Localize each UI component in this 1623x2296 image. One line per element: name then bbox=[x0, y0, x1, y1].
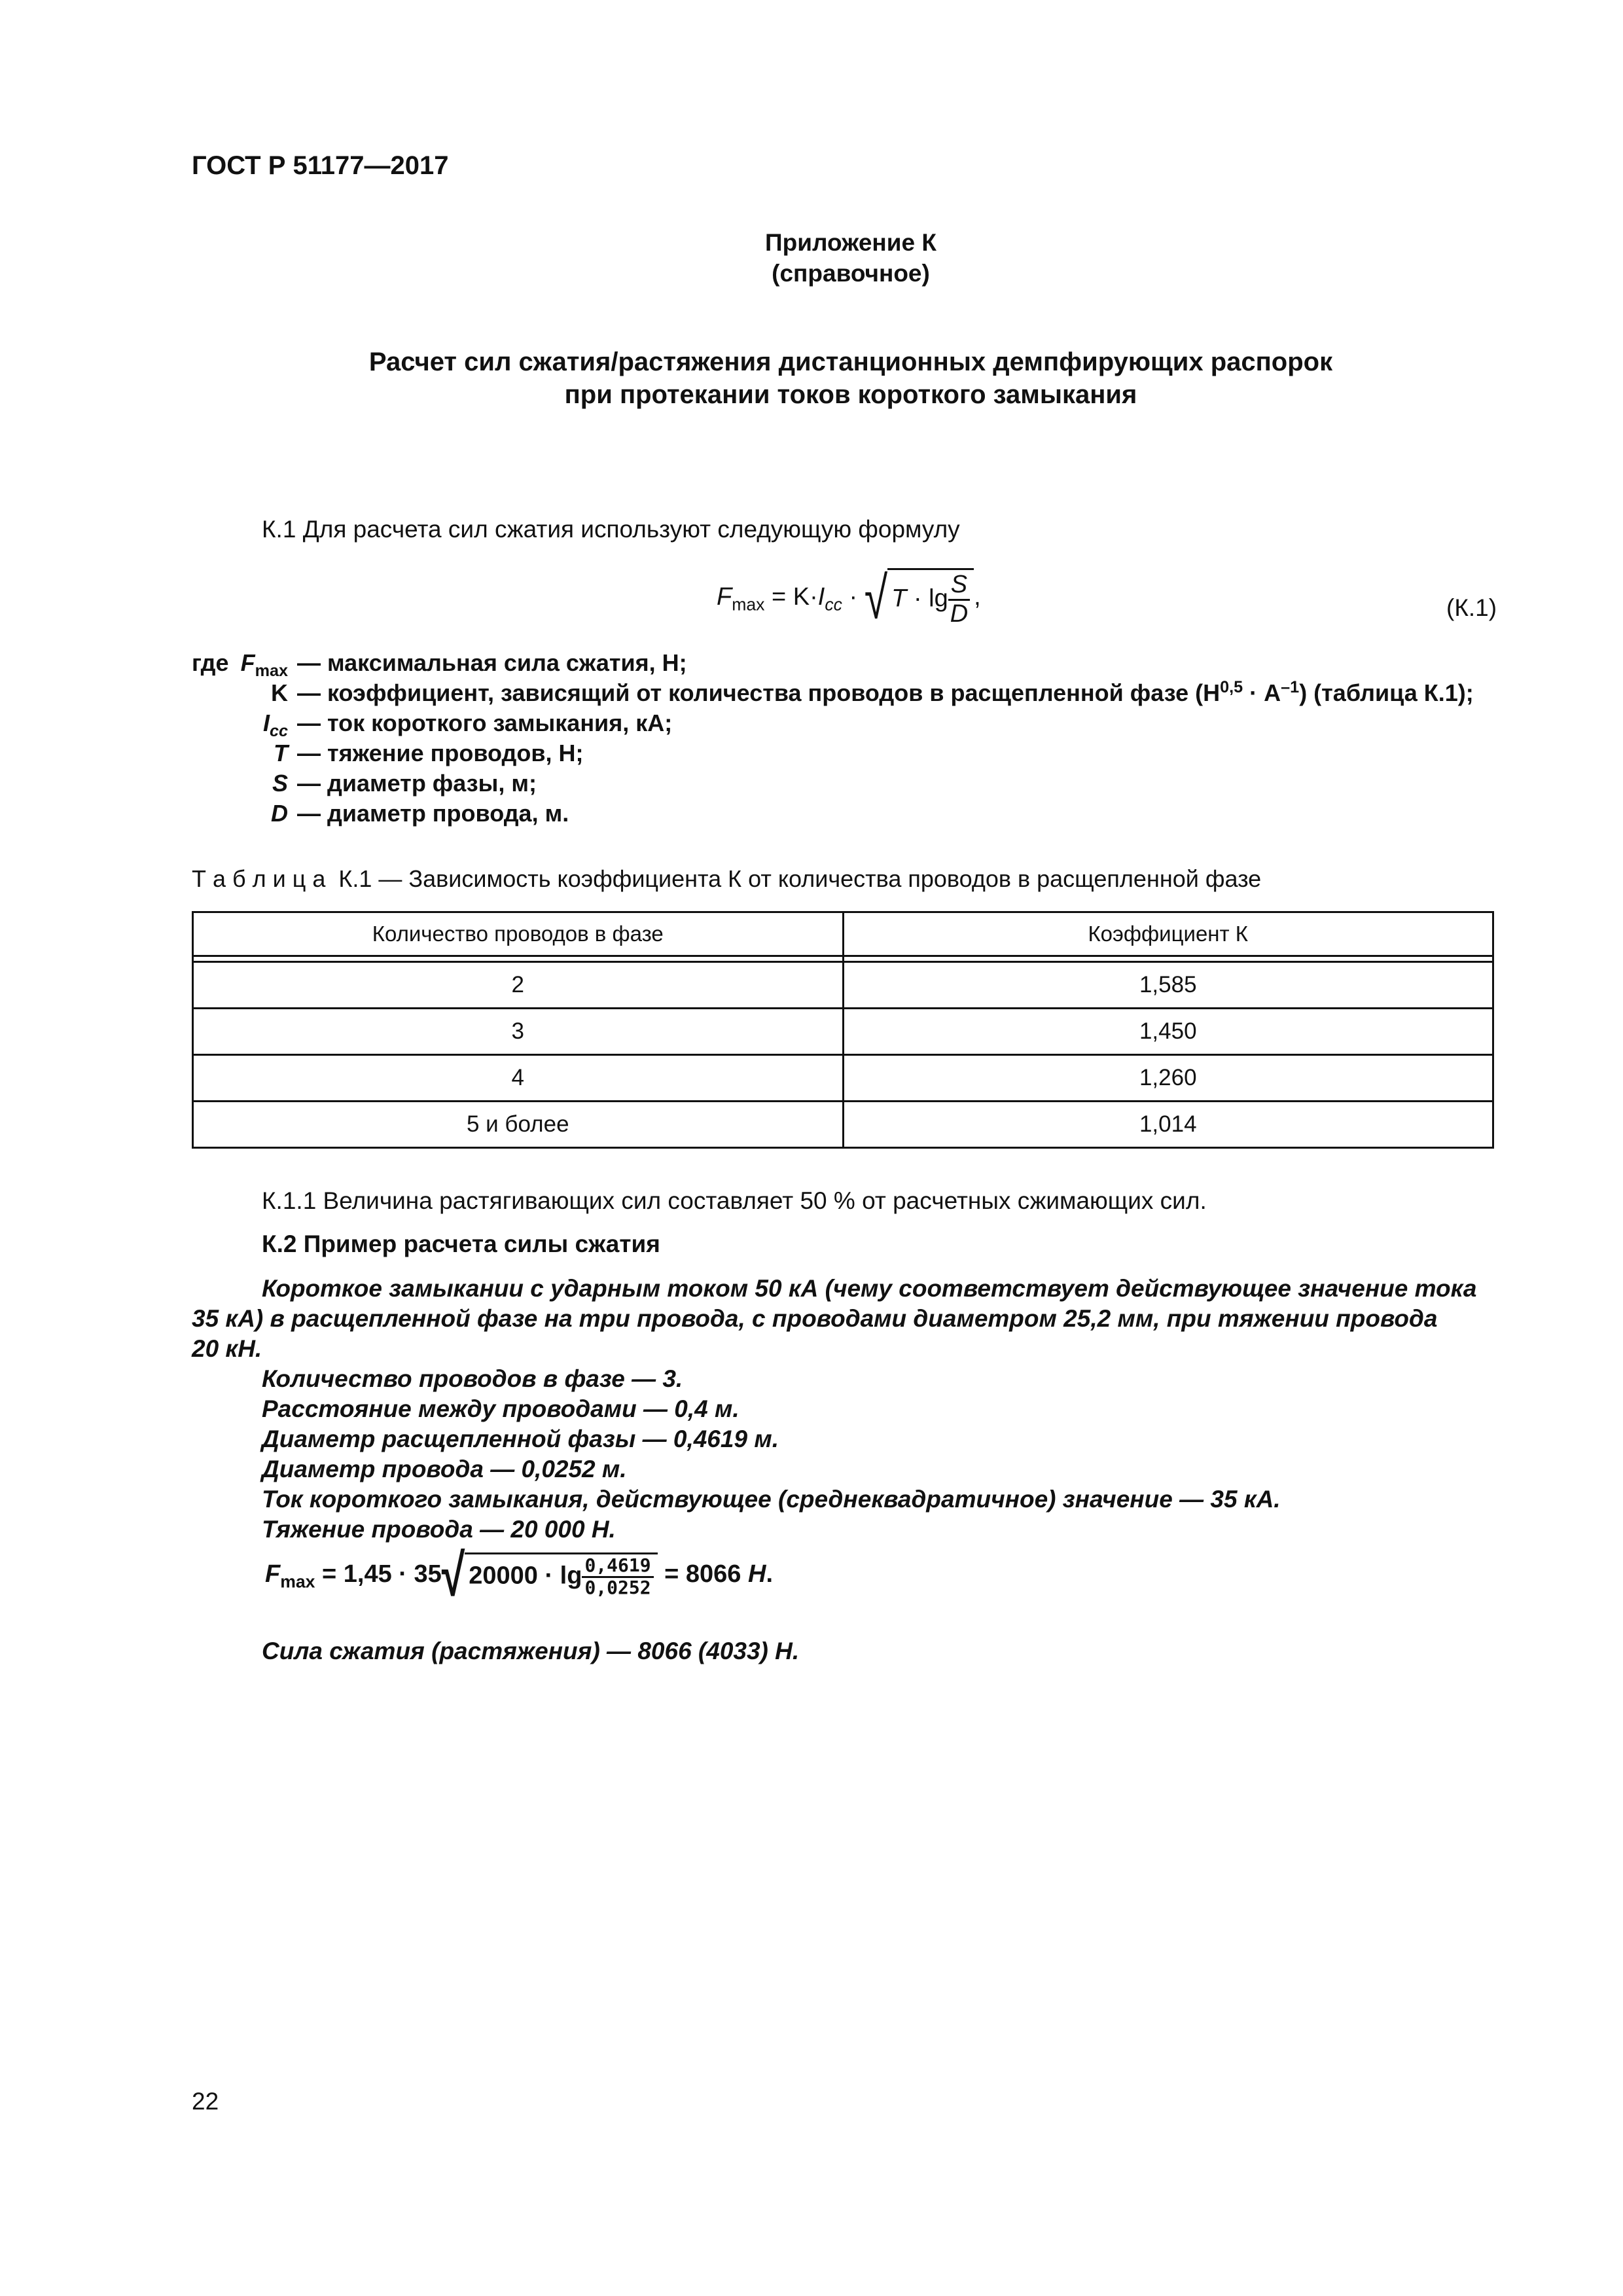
formula-dot: · bbox=[842, 583, 865, 611]
definition-row bbox=[188, 678, 1474, 708]
definition-symbol-letter: S bbox=[272, 770, 288, 797]
table-cell: 2 bbox=[193, 962, 844, 1009]
definition-row bbox=[188, 648, 1474, 681]
example-line: Диаметр провода — 0,0252 м. bbox=[262, 1456, 627, 1482]
calc-pre: = 1,45 · 35 bbox=[315, 1560, 442, 1588]
example-calculation bbox=[265, 1541, 774, 1608]
calc-radicand bbox=[465, 1552, 657, 1598]
definition-symbol bbox=[188, 678, 297, 708]
k1-intro: К.1 Для расчета сил сжатия используют следующую формулу bbox=[262, 516, 960, 543]
section-title-line2: при протекании токов короткого замыкания bbox=[564, 380, 1137, 409]
definition-row bbox=[188, 798, 1474, 829]
definition-k-sup1: 0,5 bbox=[1220, 678, 1243, 696]
definition-text: — диаметр провода, м. bbox=[297, 800, 569, 827]
example-result: Сила сжатия (растяжения) — 8066 (4033) Н. bbox=[262, 1638, 800, 1664]
table-cell: 4 bbox=[193, 1055, 844, 1102]
definition-symbol-letter: T bbox=[274, 740, 288, 766]
definition-k-sup2: –1 bbox=[1281, 678, 1300, 696]
calc-post: = 8066 bbox=[657, 1560, 748, 1588]
definition-text: — тяжение проводов, Н; bbox=[297, 740, 584, 766]
table-caption-label: Т а б л и ц а bbox=[192, 865, 326, 892]
definition-symbol bbox=[188, 738, 297, 768]
k11-text: К.1.1 Величина растягивающих сил составляет 50 % от расчетных сжимающих сил. bbox=[262, 1187, 1207, 1214]
table-row bbox=[193, 1055, 1493, 1102]
formula-comma: , bbox=[974, 583, 981, 611]
example-line: Ток короткого замыкания, действующее (среднеквадратичное) значение — 35 кА. bbox=[262, 1486, 1281, 1513]
definition-symbol bbox=[188, 648, 297, 681]
page-number: 22 bbox=[192, 2088, 219, 2115]
calc-unit: Н bbox=[748, 1560, 766, 1588]
appendix-title: Приложение К bbox=[765, 229, 936, 256]
formula-i-sub: cc bbox=[825, 594, 842, 615]
sqrt-icon: √ bbox=[441, 1541, 465, 1608]
definitions-list bbox=[188, 648, 1474, 829]
example-para-line2: 35 кА) в расщепленной фазе на три провода, с проводами диаметром 25,2 мм, при тяжении провода bbox=[192, 1305, 1438, 1332]
formula-s: S bbox=[948, 571, 970, 601]
table-row bbox=[193, 1009, 1493, 1055]
example-line: Количество проводов в фазе — 3. bbox=[262, 1365, 683, 1392]
definition-symbol-letter: F bbox=[240, 649, 255, 676]
calc-f: F bbox=[265, 1560, 281, 1588]
table-cell: 5 и более bbox=[193, 1102, 844, 1148]
definition-symbol bbox=[188, 708, 297, 741]
table-caption-text: К.1 — Зависимость коэффициента К от количества проводов в расщепленной фазе bbox=[325, 865, 1262, 892]
calc-fraction bbox=[582, 1556, 653, 1598]
calc-num: 0,4619 bbox=[582, 1556, 653, 1578]
definition-symbol-letter: D bbox=[271, 800, 288, 827]
table-row bbox=[193, 1102, 1493, 1148]
table-caption bbox=[192, 864, 1261, 893]
document-code: ГОСТ Р 51177—2017 bbox=[192, 151, 449, 180]
definition-k-text: — коэффициент, зависящий от количества проводов в расщепленной фазе (Н bbox=[297, 679, 1221, 706]
definition-symbol-letter: I bbox=[262, 709, 270, 736]
formula-number: (К.1) bbox=[1446, 594, 1497, 621]
formula-lg: · lg bbox=[906, 584, 948, 613]
definition-text: — максимальная сила сжатия, Н; bbox=[297, 649, 687, 676]
definition-k-mid: · А bbox=[1243, 679, 1281, 706]
definition-k-end: ) (таблица К.1); bbox=[1299, 679, 1474, 706]
formula-i: I bbox=[817, 583, 825, 611]
appendix-subtitle: (справочное) bbox=[772, 260, 930, 287]
formula-t: T bbox=[891, 584, 907, 613]
table-header-row bbox=[193, 912, 1493, 956]
table-row bbox=[193, 962, 1493, 1009]
table-header-separator bbox=[193, 956, 1493, 962]
table-cell: 1,450 bbox=[843, 1009, 1493, 1055]
definition-text bbox=[297, 678, 1474, 708]
formula-radicand bbox=[887, 568, 974, 628]
k2-title: К.2 Пример расчета силы сжатия bbox=[262, 1230, 660, 1257]
coefficient-table bbox=[192, 911, 1494, 1149]
calc-den: 0,0252 bbox=[584, 1576, 651, 1598]
table-cell: 1,260 bbox=[843, 1055, 1493, 1102]
calc-dot: . bbox=[766, 1560, 774, 1588]
example-line: Тяжение провода — 20 000 Н. bbox=[262, 1516, 616, 1543]
example-line: Расстояние между проводами — 0,4 м. bbox=[262, 1395, 740, 1422]
definition-symbol-sub: cc bbox=[269, 722, 288, 741]
definition-row bbox=[188, 708, 1474, 741]
example-para-line1: Короткое замыкании с ударным током 50 кА (чему соответствует действующее значение тока bbox=[262, 1275, 1477, 1302]
formula-f: F bbox=[717, 583, 732, 611]
definition-row bbox=[188, 768, 1474, 798]
formula-fraction bbox=[948, 571, 970, 628]
formula-f-sub: max bbox=[732, 594, 765, 615]
calc-inside: 20000 · lg bbox=[469, 1562, 582, 1590]
section-title-line1: Расчет сил сжатия/растяжения дистанционных демпфирующих распорок bbox=[368, 348, 1333, 376]
table-cell: 3 bbox=[193, 1009, 844, 1055]
table-header-cell: Количество проводов в фазе bbox=[193, 912, 844, 956]
table-cell: 1,585 bbox=[843, 962, 1493, 1009]
calc-f-sub: max bbox=[280, 1571, 315, 1592]
example-para-line3: 20 кН. bbox=[192, 1335, 262, 1362]
definition-symbol bbox=[188, 768, 297, 798]
definition-row bbox=[188, 738, 1474, 768]
definition-symbol-letter: K bbox=[271, 679, 288, 706]
definition-text: — ток короткого замыкания, кА; bbox=[297, 709, 673, 736]
where-label: где bbox=[192, 649, 229, 676]
definition-text: — диаметр фазы, м; bbox=[297, 770, 537, 797]
formula-d: D bbox=[950, 600, 969, 628]
table-cell: 1,014 bbox=[843, 1102, 1493, 1148]
definition-symbol bbox=[188, 798, 297, 829]
formula-eq: = K· bbox=[764, 583, 818, 611]
definition-symbol-sub: max bbox=[255, 662, 288, 681]
sqrt-icon: √ bbox=[864, 564, 888, 631]
example-line: Диаметр расщепленной фазы — 0,4619 м. bbox=[262, 1426, 779, 1452]
table-header-cell: Коэффициент К bbox=[843, 912, 1493, 956]
formula-k1 bbox=[717, 564, 981, 631]
